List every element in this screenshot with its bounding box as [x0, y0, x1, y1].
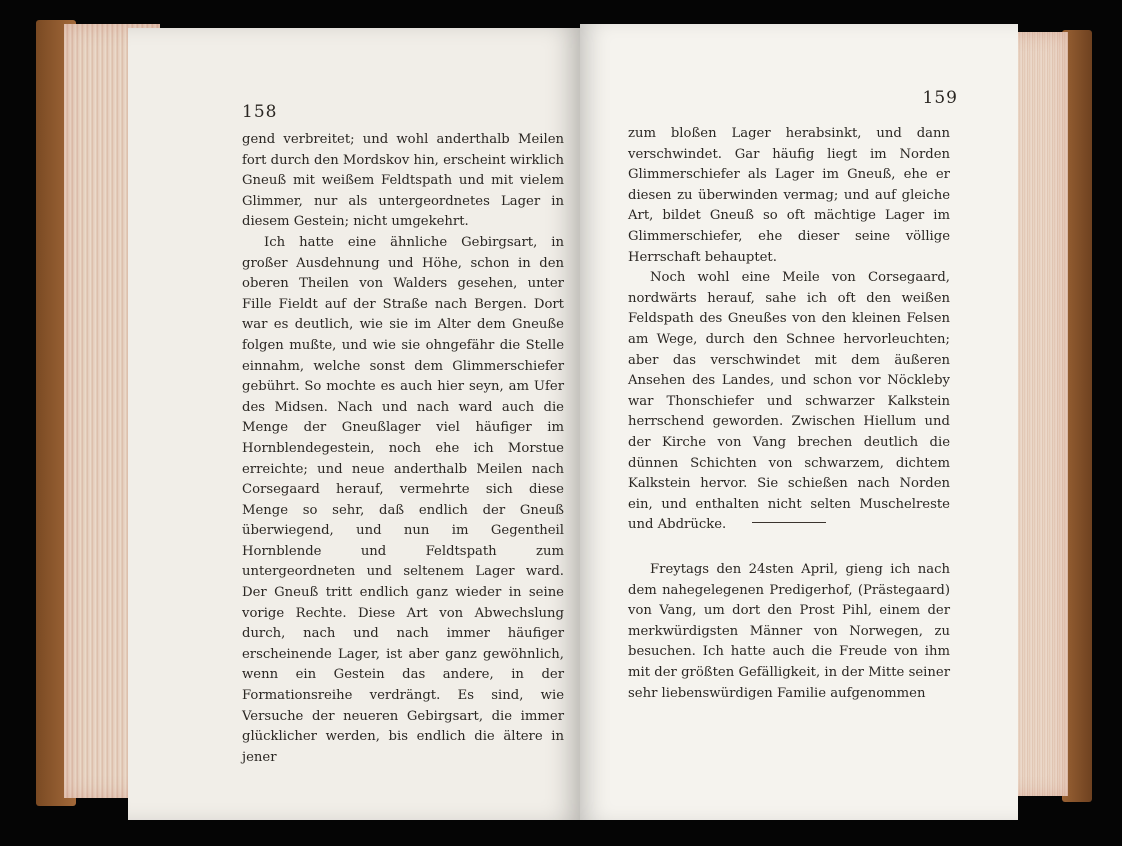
right-page-body — [628, 124, 950, 536]
left-paragraph-1: gend verbreitet; und wohl anderthalb Meilen fort durch den Mordskov hin, erscheint wirklich Gneuß mit weißem Feldtspath und mit vielem Glimmer, nur als untergeordnetes Lager in diesem Gestein; nicht umgekehrt. — [242, 132, 564, 230]
right-page — [580, 24, 1018, 820]
right-paragraph-2: Noch wohl eine Meile von Corsegaard, nordwärts herauf, sahe ich oft den weißen Feldspath des Gneußes von den kleinen Felsen am Wege, durch den Schnee hervorleuchten; aber das verschwindet mit dem äußeren Ansehen des Landes, und schon vor Nöckleby war Thonschiefer und schwarzer Kalkstein herrschend geworden. Zwischen Hiellum und der Kirche von Vang brechen deutlich die dünnen Schichten von schwarzem, dichtem Kalkstein hervor. Sie schießen nach Norden ein, und enthalten nicht selten Muschelreste und Abdrücke. — [628, 270, 950, 533]
left-paragraph-2: Ich hatte eine ähnliche Gebirgsart, in großer Ausdehnung und Höhe, schon in den oberen Theilen von Walders gesehen, unter Fille Fieldt auf der Straße nach Bergen. Dort war es deutlich, wie sie im Alter dem Gneuße folgen mußte, und wie sie ohngefähr die Stelle einnahm, welche sonst dem Glimmerschiefer gebührt. So mochte es auch hier seyn, am Ufer des Midsen. Nach und nach ward auch die Menge der Gneußlager viel häufiger im Hornblendegestein, noch ehe ich Morstue erreichte; und neue anderthalb Meilen nach Corsegaard herauf, vermehrte sich diese Menge so sehr, daß endlich der Gneuß überwiegend, und nun im Gegentheil Hornblende und Feldtspath zum untergeordneten und seltenem Lager ward. Der Gneuß tritt endlich ganz wieder in seine vorige Rechte. Diese Art von Abwechslung durch, nach und nach immer häufiger erscheinende Lager, ist aber ganz gewöhnlich, wenn ein Gestein das andere, in der Formationsreihe verdrängt. Es sind, wie Versuche der neueren Gebirgsart, die immer glücklicher werden, bis endlich die ältere in jener — [242, 234, 564, 765]
right-paragraph-3: Freytags den 24sten April, gieng ich nach dem nahegelegenen Predigerhof, (Prästegaard) von Vang, um dort den Prost Pihl, einem der merkwürdigsten Männer von Norwegen, zu besuchen. Ich hatte auch die Freude von ihm mit der größten Gefälligkeit, in der Mitte seiner sehr liebenswürdigen Familie aufgenommen — [628, 562, 950, 701]
right-page-number: 159 — [922, 88, 958, 108]
left-page-number: 158 — [242, 102, 278, 122]
left-page — [128, 28, 580, 820]
section-divider — [752, 522, 826, 523]
left-page-body — [242, 130, 564, 768]
right-paragraph-1: zum bloßen Lager herabsinkt, und dann verschwindet. Gar häufig liegt im Norden Glimmerschiefer als Lager im Gneuß, ehe er diesen zu überwinden vermag; und auf gleiche Art, bildet Gneuß so oft mächtige Lager im Glimmerschiefer, ehe dieser seine völlige Herrschaft behauptet. — [628, 126, 950, 265]
open-book — [36, 20, 1092, 826]
right-page-body-after-rule — [628, 560, 950, 704]
